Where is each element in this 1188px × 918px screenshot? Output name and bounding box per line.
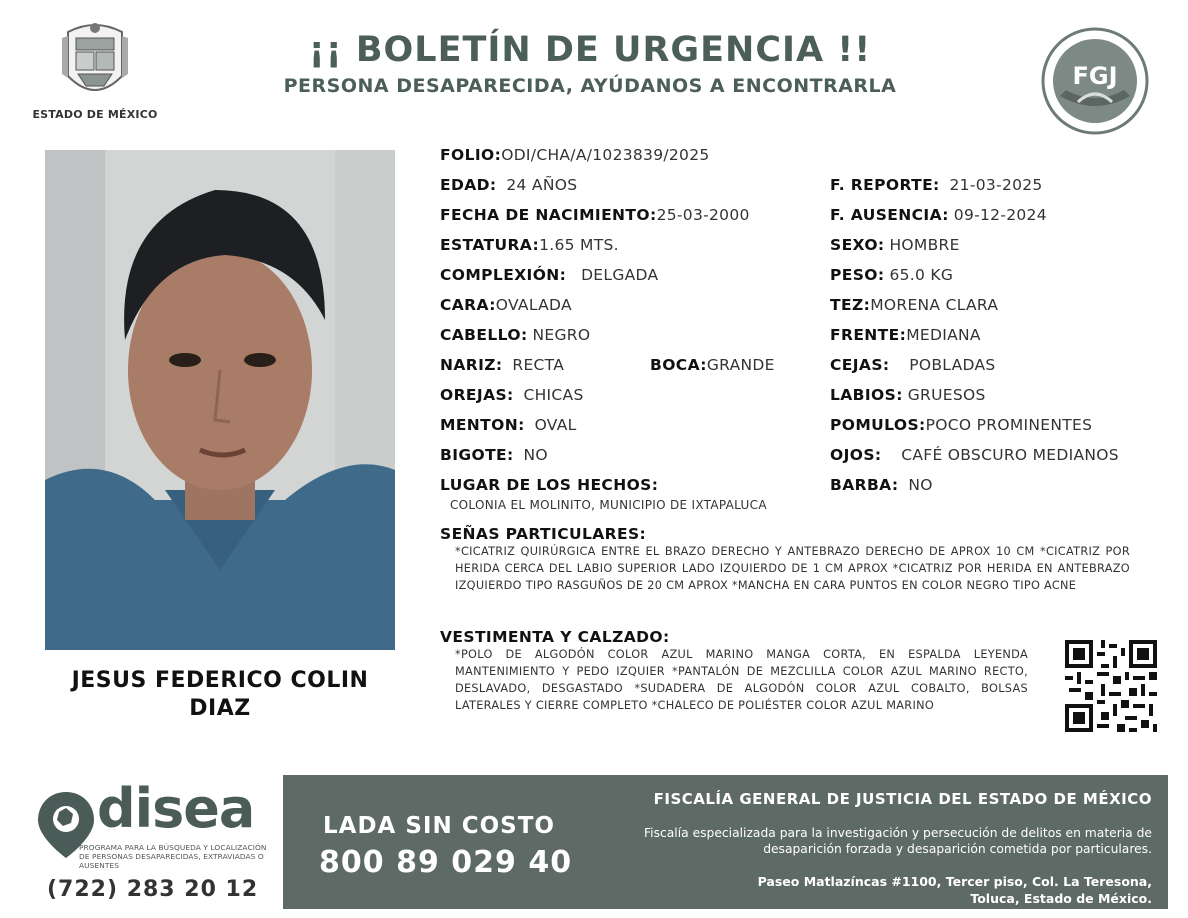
- field-pomulos: [830, 415, 1092, 435]
- field-label: PESO:: [830, 266, 885, 284]
- lada-number[interactable]: 800 89 029 40: [319, 845, 573, 880]
- senas-text: *CICATRIZ QUIRÚRGICA ENTRE EL BRAZO DERECHO Y ANTEBRAZO DERECHO DE APROX 10 CM *CICATRIZ POR HERIDA CERCA DEL LABIO SUPERIOR LADO IZQUIERDO DE 1 CM APROX *CICATRIZ POR HERIDA EN ANTEBRAZO IZQUIERDO TIPO RASGUÑOS DE 20 CM APROX *MANCHA EN CARA PUNTOS EN COLOR NEGRO TIPO ACNE: [455, 545, 1130, 592]
- field-label: FECHA DE NACIMIENTO:: [440, 206, 657, 224]
- field-value: NO: [523, 446, 548, 464]
- field-label: BIGOTE:: [440, 446, 514, 464]
- senas-title: SEÑAS PARTICULARES:: [440, 525, 647, 543]
- field-boca: [650, 355, 775, 375]
- fgj-description: Fiscalía especializada para la investigación y persecución de delitos en materia de desaparición forzada y desaparición cometida por particulares.: [644, 826, 1152, 856]
- state-caption: ESTADO DE MÉXICO: [32, 108, 158, 121]
- field-value: 25-03-2000: [656, 206, 750, 224]
- field-fecha-nacimiento: [440, 205, 750, 225]
- fgj-title: FISCALÍA GENERAL DE JUSTICIA DEL ESTADO DE MÉXICO: [653, 790, 1152, 808]
- field-barba: [830, 475, 933, 495]
- field-value: CAFÉ OBSCURO MEDIANOS: [901, 446, 1119, 464]
- field-orejas: [440, 385, 584, 405]
- field-label: FOLIO:: [440, 146, 502, 164]
- field-folio: [440, 145, 710, 165]
- field-label: MENTON:: [440, 416, 525, 434]
- field-ojos: [830, 445, 1119, 465]
- field-cabello: [440, 325, 590, 345]
- field-value: OVAL: [534, 416, 577, 434]
- field-value: RECTA: [512, 356, 565, 374]
- field-cejas: [830, 355, 996, 375]
- field-label: POMULOS:: [830, 416, 926, 434]
- field-label: OJOS:: [830, 446, 882, 464]
- field-label: COMPLEXIÓN:: [440, 266, 567, 284]
- field-peso: [830, 265, 953, 285]
- field-value: NEGRO: [532, 326, 591, 344]
- fgj-address-line2: Toluca, Estado de México.: [970, 891, 1152, 906]
- field-value: DELGADA: [581, 266, 659, 284]
- fgj-address-line1: Paseo Matlazíncas #1100, Tercer piso, Col. La Teresona,: [757, 874, 1152, 889]
- person-name: [45, 667, 395, 723]
- field-value: 09-12-2024: [953, 206, 1047, 224]
- lugar-hechos-value: COLONIA EL MOLINITO, MUNICIPIO DE IXTAPALUCA: [450, 498, 767, 512]
- field-label: F. AUSENCIA:: [830, 206, 949, 224]
- field-value: OVALADA: [495, 296, 572, 314]
- field-value: 24 AÑOS: [506, 176, 578, 194]
- person-photo: [45, 150, 395, 650]
- odisea-logo: [35, 777, 275, 910]
- field-label: BARBA:: [830, 476, 899, 494]
- field-sexo: [830, 235, 960, 255]
- page-title: ¡¡ BOLETÍN DE URGENCIA !!: [308, 30, 872, 70]
- field-label: BOCA:: [650, 356, 707, 374]
- field-edad: [440, 175, 577, 195]
- odisea-phone[interactable]: (722) 283 20 12: [47, 877, 259, 902]
- field-label: SEXO:: [830, 236, 885, 254]
- field-label: LUGAR DE LOS HECHOS:: [440, 476, 659, 494]
- field-value: GRUESOS: [907, 386, 986, 404]
- field-value: MEDIANA: [906, 326, 981, 344]
- field-tez: [830, 295, 998, 315]
- field-label: TEZ:: [830, 296, 871, 314]
- field-value: POCO PROMINENTES: [925, 416, 1093, 434]
- fgj-logo: [1040, 26, 1150, 136]
- field-bigote: [440, 445, 548, 465]
- odisea-wordmark: disea: [97, 777, 255, 840]
- field-value: CHICAS: [523, 386, 584, 404]
- field-label: FRENTE:: [830, 326, 907, 344]
- field-value: 65.0 KG: [889, 266, 954, 284]
- field-value: 21-03-2025: [949, 176, 1043, 194]
- field-label: EDAD:: [440, 176, 497, 194]
- field-label: CARA:: [440, 296, 496, 314]
- field-labios: [830, 385, 986, 405]
- odisea-description: PROGRAMA PARA LA BÚSQUEDA Y LOCALIZACIÓN DE PERSONAS DESAPARECIDAS, EXTRAVIADAS O AUSENTES: [79, 843, 267, 870]
- person-name-line1: JESUS FEDERICO COLIN: [71, 668, 369, 693]
- field-label: CEJAS:: [830, 356, 890, 374]
- field-value: POBLADAS: [909, 356, 996, 374]
- field-value: HOMBRE: [889, 236, 960, 254]
- field-complexion: [440, 265, 658, 285]
- qr-code-icon[interactable]: [1065, 640, 1157, 732]
- field-label: NARIZ:: [440, 356, 503, 374]
- vestimenta-title: VESTIMENTA Y CALZADO:: [440, 628, 670, 646]
- field-value: NO: [908, 476, 933, 494]
- field-label: ESTATURA:: [440, 236, 540, 254]
- page-subtitle: PERSONA DESAPARECIDA, AYÚDANOS A ENCONTRARLA: [283, 75, 897, 97]
- vestimenta-text: *POLO DE ALGODÓN COLOR AZUL MARINO MANGA CORTA, EN ESPALDA LEYENDA MANTENIMIENTO Y PEDO IZQUIER *PANTALÓN DE MEZCLILLA COLOR AZUL MARINO RECTO, DESLAVADO, DESGASTADO *SUDADERA DE ALGODÓN COLOR AZUL COBALTO, BOLSAS LATERALES Y CIERRE COMPLETO *CHALECO DE POLIÉSTER COLOR AZUL MARINO: [455, 648, 1028, 712]
- field-value: ODI/CHA/A/1023839/2025: [501, 146, 710, 164]
- person-name-line2: DIAZ: [189, 696, 251, 721]
- field-cara: [440, 295, 572, 315]
- field-estatura: [440, 235, 619, 255]
- field-value: GRANDE: [706, 356, 775, 374]
- field-label: CABELLO:: [440, 326, 528, 344]
- coat-of-arms-icon: [58, 18, 132, 104]
- field-menton: [440, 415, 577, 435]
- lada-label: LADA SIN COSTO: [323, 813, 555, 839]
- footer-band: [283, 775, 1168, 909]
- estado-de-mexico-logo: [30, 18, 160, 121]
- field-label: OREJAS:: [440, 386, 514, 404]
- field-value: 1.65 MTS.: [539, 236, 619, 254]
- field-label: LABIOS:: [830, 386, 903, 404]
- field-f-ausencia: [830, 205, 1047, 225]
- fgj-logo-text: FGJ: [1072, 62, 1118, 90]
- field-lugar-hechos: [440, 475, 658, 495]
- field-f-reporte: [830, 175, 1043, 195]
- fgj-address: [692, 873, 1152, 907]
- field-nariz: [440, 355, 564, 375]
- field-frente: [830, 325, 981, 345]
- field-value: MORENA CLARA: [870, 296, 999, 314]
- field-label: F. REPORTE:: [830, 176, 940, 194]
